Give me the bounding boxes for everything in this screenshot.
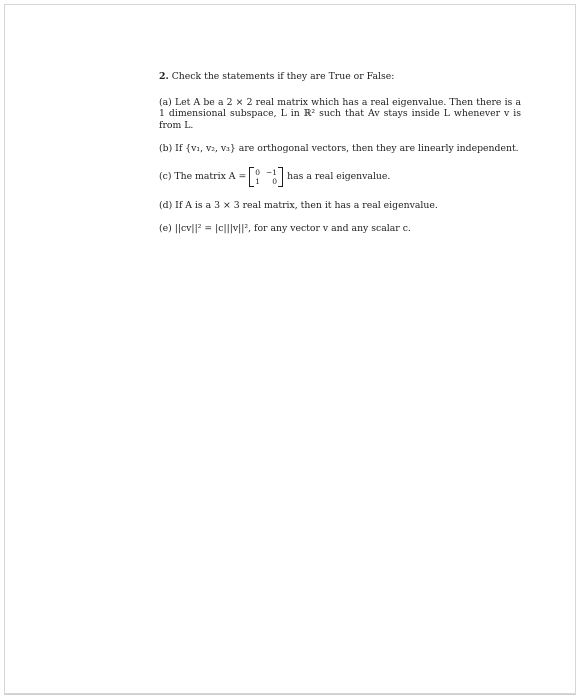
document-page xyxy=(4,4,576,694)
question-heading xyxy=(159,71,521,83)
matrix-entry: 0 xyxy=(255,167,261,177)
statement-a: (a) Let A be a 2 × 2 real matrix which has a real eigenvalue. Then there is a 1 dimensional subspace, L in ℝ² such that Av stays inside L whenever v is from L. xyxy=(159,96,521,131)
matrix-entry: 1 xyxy=(255,176,261,186)
matrix-entry: 0 xyxy=(272,176,278,186)
statement-d: (d) If A is a 3 × 3 real matrix, then it has a real eigenvalue. xyxy=(159,199,438,211)
statement-b: (b) If {v₁, v₂, v₃} are orthogonal vectors, then they are linearly independent. xyxy=(159,143,519,154)
matrix-a xyxy=(249,167,283,187)
question-number: 2. xyxy=(159,71,169,82)
matrix-entries xyxy=(254,167,278,187)
statement-c xyxy=(159,167,521,187)
statement-c-suffix: has a real eigenvalue. xyxy=(287,170,391,182)
matrix-right-bracket xyxy=(278,167,283,187)
matrix-entry: −1 xyxy=(266,167,278,177)
page-bottom-edge xyxy=(4,694,576,695)
question-prompt: Check the statements if they are True or False: xyxy=(171,71,395,82)
statement-c-prefix: (c) The matrix A = xyxy=(159,170,247,182)
statement-e: (e) ||cv||² = |c|||v||², for any vector v and any scalar c. xyxy=(159,223,411,234)
question-block xyxy=(159,71,521,247)
